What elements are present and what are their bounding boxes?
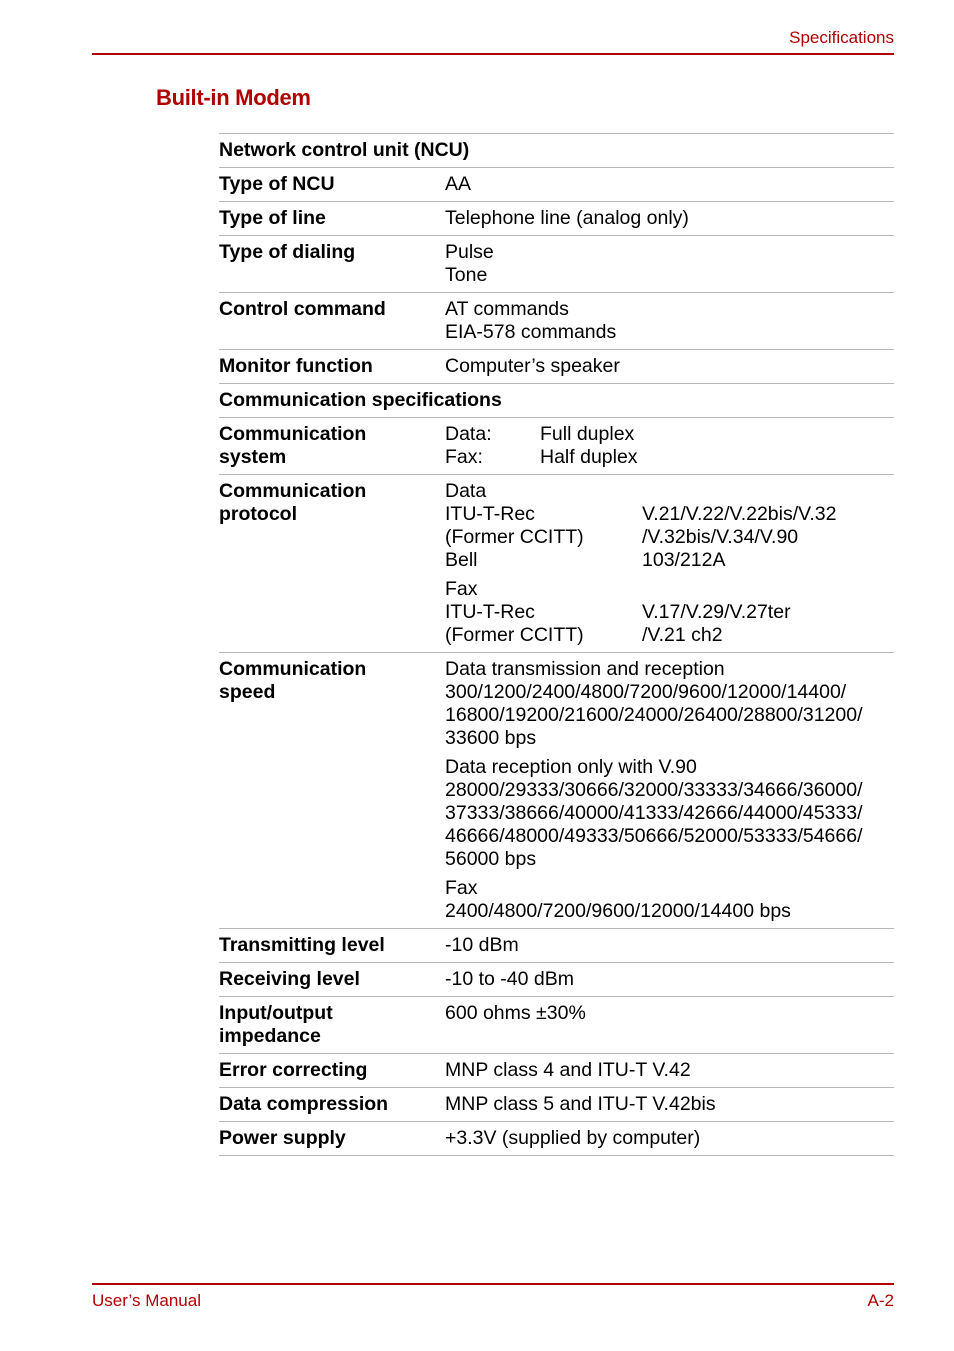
row-label: Type of line <box>219 207 326 229</box>
row-value: MNP class 4 and ITU-T V.42 <box>445 1059 691 1081</box>
label-line: Communication <box>219 423 367 445</box>
value-line: 56000 bps <box>445 848 537 870</box>
speed-block <box>445 658 894 750</box>
row-value: Telephone line (analog only) <box>445 207 689 229</box>
group-title: Fax <box>445 578 478 600</box>
value-line: EIA-578 commands <box>445 321 617 343</box>
label-line: speed <box>219 681 276 703</box>
row-label: Type of NCU <box>219 173 335 195</box>
value-line: 37333/38666/40000/41333/42666/44000/45333/ <box>445 802 863 824</box>
table-row <box>219 1054 894 1088</box>
pair-key: Fax: <box>445 446 483 468</box>
value-line: Data reception only with V.90 <box>445 756 697 778</box>
value-line: 33600 bps <box>445 727 537 749</box>
label-line: system <box>219 446 287 468</box>
value-pair <box>445 446 894 469</box>
row-label <box>219 480 445 647</box>
speed-block <box>445 756 894 871</box>
label-line: Input/output <box>219 1002 333 1024</box>
table-row <box>219 475 894 653</box>
protocol-data-group <box>445 480 894 572</box>
protocol-fax-group <box>445 578 894 647</box>
label-line: protocol <box>219 503 297 525</box>
table-row <box>219 418 894 475</box>
label-line: Communication <box>219 658 367 680</box>
pair-key: Data: <box>445 423 492 445</box>
pair-value: Full duplex <box>540 423 635 445</box>
row-value <box>445 298 894 344</box>
value-line: 300/1200/2400/4800/7200/9600/12000/14400/ <box>445 681 847 703</box>
value-pair <box>445 526 894 549</box>
pair-value: V.21/V.22/V.22bis/V.32 <box>642 503 837 525</box>
row-label <box>219 1002 445 1048</box>
row-value <box>445 480 894 647</box>
table-row <box>219 384 894 418</box>
row-label: Type of dialing <box>219 241 356 263</box>
pair-key: Bell <box>445 549 478 571</box>
value-line: Data transmission and reception <box>445 658 725 680</box>
table-row <box>219 168 894 202</box>
table-row <box>219 963 894 997</box>
row-label <box>219 658 445 923</box>
row-value: +3.3V (supplied by computer) <box>445 1127 701 1149</box>
ncu-heading: Network control unit (NCU) <box>219 139 470 161</box>
speed-block <box>445 877 894 923</box>
group-title: Data <box>445 480 487 502</box>
pair-value: Half duplex <box>540 446 638 468</box>
row-label: Data compression <box>219 1093 389 1115</box>
table-row <box>219 1088 894 1122</box>
value-line: 28000/29333/30666/32000/33333/34666/36000/ <box>445 779 863 801</box>
row-value <box>445 241 894 287</box>
row-value: 600 ohms ±30% <box>445 1002 586 1024</box>
pair-value: 103/212A <box>642 549 726 571</box>
row-value: Computer’s speaker <box>445 355 620 377</box>
table-row <box>219 293 894 350</box>
table-row <box>219 653 894 929</box>
value-line: 16800/19200/21600/24000/26400/28800/31200/ <box>445 704 863 726</box>
row-label <box>219 423 445 469</box>
row-value: MNP class 5 and ITU-T V.42bis <box>445 1093 716 1115</box>
table-row <box>219 1122 894 1156</box>
row-value <box>445 658 894 923</box>
row-value: AA <box>445 173 472 195</box>
row-value: -10 to -40 dBm <box>445 968 574 990</box>
value-line: 46666/48000/49333/50666/52000/53333/54666/ <box>445 825 863 847</box>
value-pair <box>445 624 894 647</box>
row-label: Error correcting <box>219 1059 368 1081</box>
row-value: -10 dBm <box>445 934 519 956</box>
footer-manual-title: User’s Manual <box>92 1291 201 1310</box>
value-line: Pulse <box>445 241 494 263</box>
table-row <box>219 134 894 168</box>
pair-value: /V.21 ch2 <box>642 624 723 646</box>
section-title: Built-in Modem <box>156 85 311 110</box>
row-label: Monitor function <box>219 355 373 377</box>
pair-value: /V.32bis/V.34/V.90 <box>642 526 799 548</box>
value-pair <box>445 503 894 526</box>
label-line: Communication <box>219 480 367 502</box>
value-pair <box>445 549 894 572</box>
row-label: Power supply <box>219 1127 346 1149</box>
pair-key: ITU-T-Rec <box>445 503 535 525</box>
header-rule <box>92 53 894 55</box>
running-header: Specifications <box>789 28 894 47</box>
pair-value: V.17/V.29/V.27ter <box>642 601 791 623</box>
table-row <box>219 997 894 1054</box>
table-row <box>219 236 894 293</box>
pair-key: (Former CCITT) <box>445 624 584 646</box>
value-pair <box>445 601 894 624</box>
row-label: Receiving level <box>219 968 360 990</box>
pair-key: ITU-T-Rec <box>445 601 535 623</box>
comm-heading: Communication specifications <box>219 389 502 411</box>
table-row <box>219 350 894 384</box>
row-value <box>445 423 894 469</box>
value-line: 2400/4800/7200/9600/12000/14400 bps <box>445 900 791 922</box>
row-label: Transmitting level <box>219 934 385 956</box>
modem-spec-table <box>219 133 894 1156</box>
value-pair <box>445 423 894 446</box>
label-line: impedance <box>219 1025 321 1047</box>
table-row <box>219 202 894 236</box>
row-label: Control command <box>219 298 386 320</box>
pair-key: (Former CCITT) <box>445 526 584 548</box>
value-line: AT commands <box>445 298 569 320</box>
value-line: Tone <box>445 264 488 286</box>
footer-rule <box>92 1283 894 1285</box>
table-row <box>219 929 894 963</box>
page-number: A-2 <box>867 1291 894 1310</box>
value-line: Fax <box>445 877 478 899</box>
